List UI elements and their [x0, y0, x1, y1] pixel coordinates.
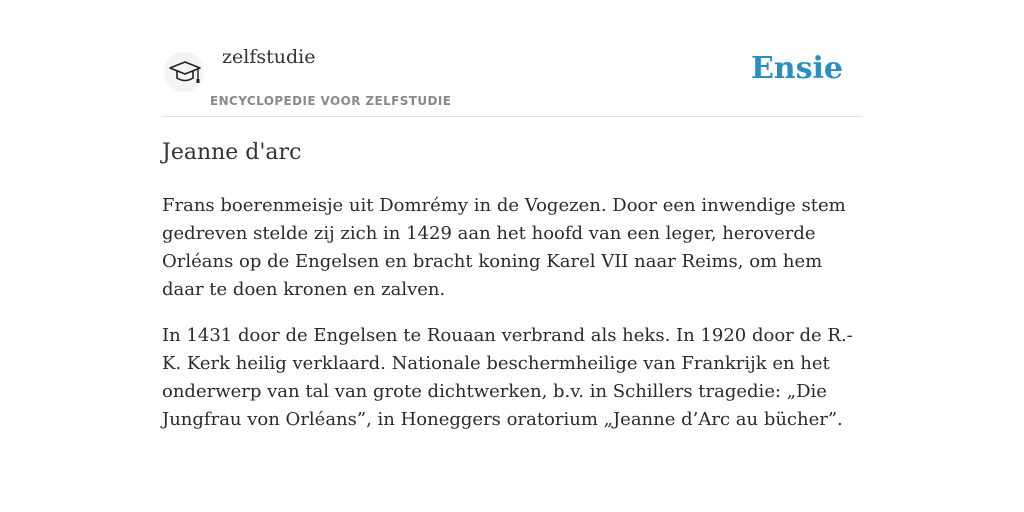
brand-logo[interactable]: Ensie [750, 51, 843, 86]
site-name[interactable]: zelfstudie [222, 46, 316, 68]
graduation-cap-icon[interactable] [164, 52, 204, 92]
article-body [162, 192, 862, 452]
site-header [162, 0, 862, 117]
article-paragraph: Frans boerenmeisje uit Domrémy in de Vogezen. Door een inwendige stem gedreven stelde zij zich in 1429 aan het hoofd van een leger, heroverde Orléans op de Engelsen en bracht koning Karel VII naar Reims, om hem daar te doen kronen en zalven. [162, 195, 846, 300]
page-container [162, 0, 862, 512]
article-title: Jeanne d'arc [162, 140, 302, 165]
article-paragraph: In 1431 door de Engelsen te Rouaan verbrand als heks. In 1920 door de R.-K. Kerk heilig verklaard. Nationale beschermheilige van Frankrijk en het onderwerp van tal van grote dichtwerken, b.v. in Schillers tragedie: „Die Jungfrau von Orléans”, in Honeggers oratorium „Jeanne d’Arc au bücher”. [162, 325, 853, 430]
site-tagline: ENCYCLOPEDIE VOOR ZELFSTUDIE [210, 94, 452, 108]
